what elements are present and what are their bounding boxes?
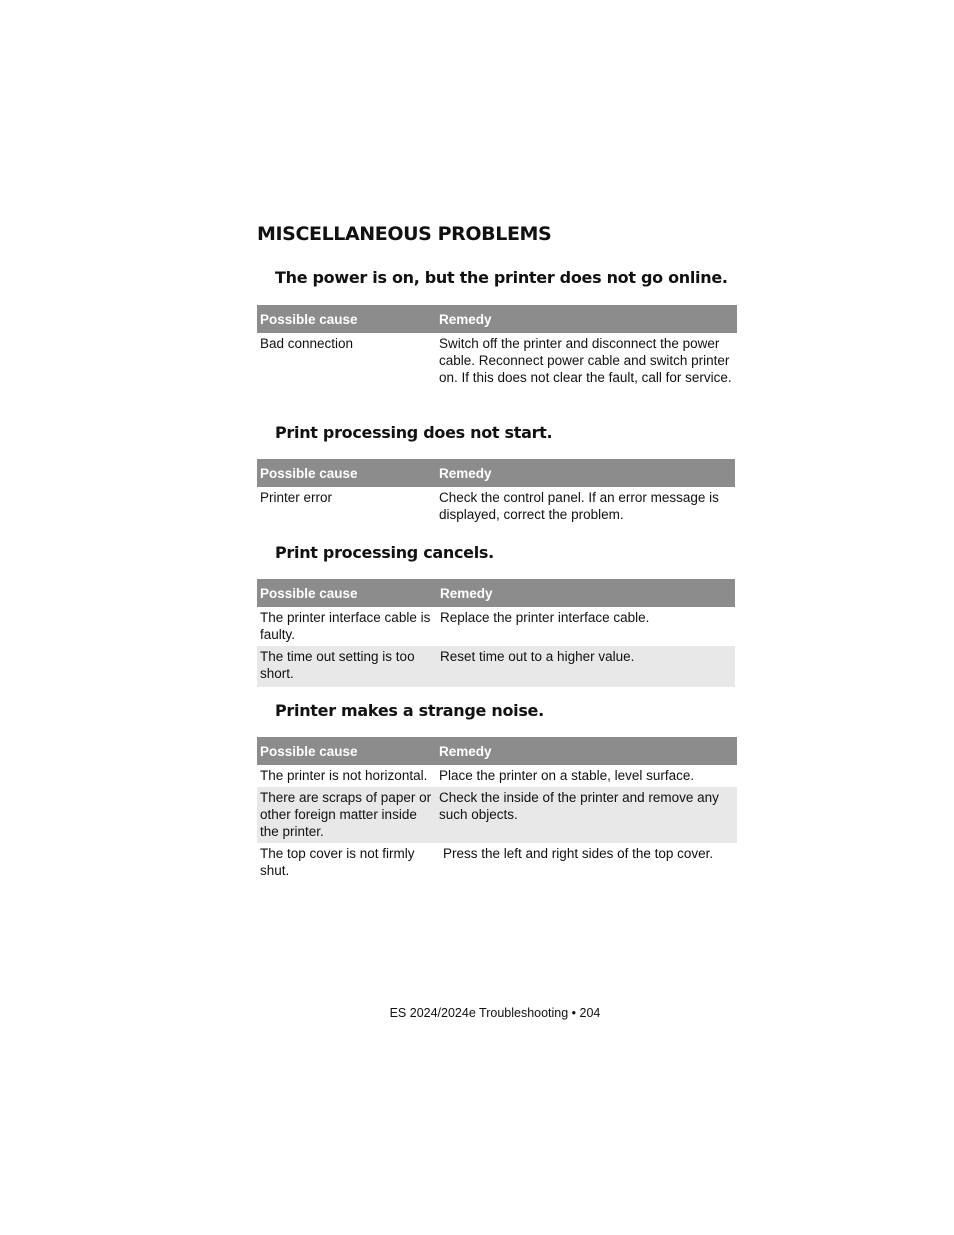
remedy-cell: Reset time out to a higher value. bbox=[437, 646, 735, 687]
column-header-remedy: Remedy bbox=[436, 459, 735, 487]
table-row bbox=[257, 607, 735, 646]
table-row bbox=[257, 765, 737, 787]
cause-cell: Bad connection bbox=[260, 336, 354, 351]
section-heading: The power is on, but the printer does not go online. bbox=[275, 268, 728, 287]
section-processing-cancels bbox=[257, 543, 735, 687]
section-strange-noise bbox=[257, 701, 737, 882]
table-row bbox=[257, 487, 735, 526]
remedy-cell: Switch off the printer and disconnect the power cable. Reconnect power cable and switch printer on. If this does not clear the fault, call for service. bbox=[439, 336, 732, 385]
section-heading: Printer makes a strange noise. bbox=[275, 701, 544, 720]
table-row bbox=[257, 787, 737, 843]
section-heading: Print processing cancels. bbox=[275, 543, 494, 562]
page-footer: ES 2024/2024e Troubleshooting • 204 bbox=[389, 1006, 601, 1020]
column-header-remedy: Remedy bbox=[437, 579, 735, 607]
column-header-cause: Possible cause bbox=[257, 459, 436, 487]
table-header-row bbox=[257, 579, 735, 607]
remedy-cell: Press the left and right sides of the top cover. bbox=[443, 846, 714, 861]
column-header-cause: Possible cause bbox=[257, 579, 437, 607]
section-heading: Print processing does not start. bbox=[275, 423, 553, 442]
remedy-cell: Replace the printer interface cable. bbox=[440, 610, 650, 625]
table-row bbox=[257, 333, 737, 389]
table-header-row bbox=[257, 459, 735, 487]
cause-cell: Printer error bbox=[260, 490, 333, 505]
cause-cell: There are scraps of paper or other foreign matter inside the printer. bbox=[257, 787, 436, 843]
column-header-cause: Possible cause bbox=[257, 737, 436, 765]
cause-cell: The printer interface cable is faulty. bbox=[260, 610, 431, 642]
cause-remedy-table bbox=[257, 579, 735, 687]
remedy-cell: Check the control panel. If an error message is displayed, correct the problem. bbox=[439, 490, 719, 522]
remedy-cell: Check the inside of the printer and remove any such objects. bbox=[436, 787, 737, 843]
column-header-remedy: Remedy bbox=[436, 737, 737, 765]
page-title: MISCELLANEOUS PROBLEMS bbox=[257, 223, 552, 245]
cause-remedy-table bbox=[257, 459, 735, 526]
cause-cell: The top cover is not firmly shut. bbox=[260, 846, 415, 878]
section-processing-not-start bbox=[257, 423, 735, 526]
table-row bbox=[257, 843, 737, 882]
cause-cell: The time out setting is too short. bbox=[257, 646, 437, 687]
table-header-row bbox=[257, 305, 737, 333]
cause-remedy-table bbox=[257, 305, 737, 389]
column-header-remedy: Remedy bbox=[436, 305, 737, 333]
table-header-row bbox=[257, 737, 737, 765]
column-header-cause: Possible cause bbox=[257, 305, 436, 333]
table-row bbox=[257, 646, 735, 687]
cause-cell: The printer is not horizontal. bbox=[260, 768, 428, 783]
remedy-cell: Place the printer on a stable, level surface. bbox=[439, 768, 695, 783]
section-not-online bbox=[257, 268, 737, 389]
cause-remedy-table bbox=[257, 737, 737, 882]
